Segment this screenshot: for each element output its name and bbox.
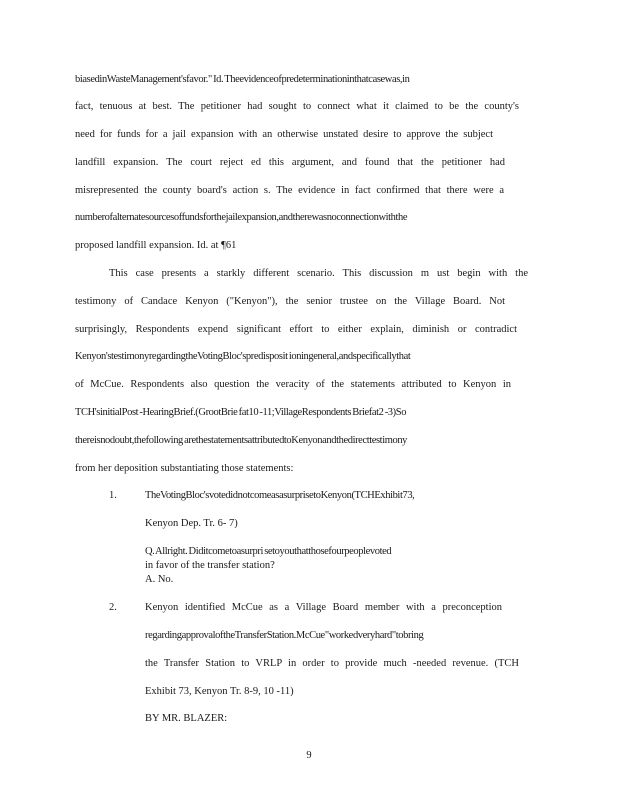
list-item-text: BY MR. BLAZER: [145,713,228,724]
text-line: TCH'sinitialPost -HearingBrief.(GrootBrie fat10 -11;VillageRespondents Briefat2 -3)So [75,407,407,418]
list-number: 2. [109,602,117,613]
text-line: surprisingly, Respondents expend significant effort to either explain, diminish or contradict [75,324,517,335]
deposition-quote: in favor of the transfer station? [145,560,275,571]
list-number: 1. [109,490,117,501]
deposition-quote: Q. Allright. Diditcometoasurpri setoyouthatthosefourpeoplevoted [145,546,392,557]
text-line: proposed landfill expansion. Id. at ¶61 [75,240,237,251]
text-line: need for funds for a jail expansion with an otherwise unstated desire to approve the subject [75,129,493,140]
text-line: fact, tenuous at best. The petitioner had sought to connect what it claimed to be the county's [75,101,519,112]
deposition-quote: A. No. [145,574,174,585]
text-line: from her deposition substantiating those statements: [75,463,294,474]
text-line: of McCue. Respondents also question the veracity of the statements attributed to Kenyon in [75,379,511,390]
list-item-text: TheVotingBloc'svotedidnotcomeasasurprisetoKenyon(TCHExhibit73, [145,490,415,501]
paragraph-first-line: This case presents a starkly different scenario. This discussion m ust begin with the [109,268,528,279]
text-line: misrepresented the county board's action s. The evidence in fact confirmed that there were a [75,185,504,196]
list-item-text: regardingapprovaloftheTransferStation.McCue"workedveryhard"tobring [145,630,424,641]
page-number: 9 [306,750,312,761]
list-item-text: the Transfer Station to VRLP in order to provide much -needed revenue. (TCH [145,658,519,669]
text-line: Kenyon'stestimonyregardingtheVotingBloc'spredisposit ioningeneral,andspecificallythat [75,351,411,362]
text-line: biasedinWasteManagement'sfavor." Id. Theevidenceofpredeterminationinthatcasewas,in [75,74,410,85]
text-line: therеisnodoubt,thefollowing arethestatementsattributedtoKenyonandthedirecttestimony [75,435,408,446]
list-item-text: Kenyon Dep. Tr. 6- 7) [145,518,238,529]
text-line: landfill expansion. The court reject ed this argument, and found that the petitioner had [75,157,505,168]
list-item-text: Exhibit 73, Kenyon Tr. 8-9, 10 -11) [145,686,294,697]
text-line: numberofalternatesourcesoffundsforthejailexpansion,andtherewasnoconnectionwiththe [75,212,408,223]
text-line: testimony of Candace Kenyon ("Kenyon"), the senior trustee on the Village Board. Not [75,296,505,307]
list-item-text: Kenyon identified McCue as a Village Board member with a preconception [145,602,502,613]
